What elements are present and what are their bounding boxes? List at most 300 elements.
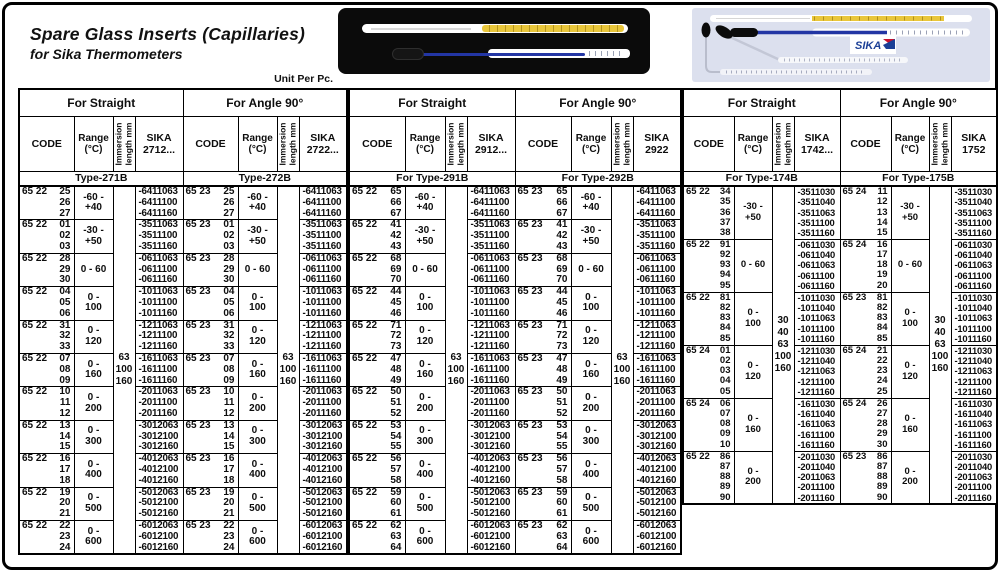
- sika-number-cell: [951, 398, 997, 451]
- sika-column-header: [633, 116, 681, 171]
- code-line: 83: [876, 312, 888, 324]
- sika-number: -1211160: [138, 341, 178, 353]
- sika-number: -4012160: [138, 474, 179, 486]
- code-line: 54: [390, 430, 402, 442]
- code-suffix: 07: [59, 352, 71, 364]
- sika-number: -1011063: [138, 286, 178, 298]
- range-line: 0 -: [251, 392, 264, 404]
- immersion-header-rotated-text: Immersion length mm: [277, 122, 297, 165]
- range-line: 0 - 60: [244, 263, 271, 275]
- sika-number: -1211100: [302, 330, 342, 342]
- immersion-value: 40: [777, 327, 789, 338]
- range-line: -60 -: [414, 191, 436, 203]
- sika-column-header: [467, 116, 515, 171]
- code-line: 58: [390, 474, 402, 486]
- code-line: 54: [556, 430, 568, 442]
- code-line: 55: [390, 441, 402, 453]
- code-suffix: 50: [390, 386, 402, 398]
- immersion-value: 40: [934, 327, 946, 338]
- sika-number-cell: [135, 487, 183, 520]
- sika-number: -3511160: [138, 240, 178, 252]
- range-line: 600: [249, 536, 266, 548]
- sika-number: -4012160: [636, 474, 677, 486]
- code-suffix: 41: [556, 219, 568, 231]
- code-line: 05: [223, 296, 235, 308]
- straight-thermometer-yellow-icon: [710, 15, 972, 22]
- code-cell: [515, 520, 571, 554]
- sika-number: -6411063: [302, 186, 342, 197]
- range-line: 0 -: [87, 458, 100, 470]
- code-line: 95: [719, 279, 731, 291]
- code-suffix: 81: [876, 291, 888, 303]
- code-suffix: 22: [59, 519, 71, 531]
- code-cell: [349, 487, 405, 520]
- range-line: 120: [416, 335, 434, 347]
- range-line: +40: [416, 202, 434, 214]
- code-cell: [683, 398, 734, 451]
- code-suffix: 16: [223, 453, 235, 465]
- immersion-value: 63: [450, 352, 462, 364]
- sika-number: -1611063: [636, 352, 676, 364]
- sika-number-cell: [633, 253, 681, 286]
- range-line: +50: [85, 235, 102, 247]
- text-line: (°C): [84, 143, 103, 155]
- immersion-value: 30: [934, 315, 946, 326]
- sika-number: -1011160: [470, 307, 510, 319]
- sika-number: -6012100: [138, 530, 179, 542]
- code-line: 20: [223, 497, 235, 509]
- code-cell: [19, 320, 74, 353]
- sika-number: -1211063: [302, 319, 342, 331]
- range-line: 500: [85, 502, 102, 514]
- code-prefix: 65 23: [517, 419, 543, 431]
- sika-number: -5012160: [302, 508, 343, 520]
- range-line: 0 -: [585, 492, 597, 504]
- sika-number-cell: [633, 320, 681, 353]
- range-line: 0 -: [251, 525, 264, 537]
- range-line: -60 -: [580, 191, 602, 203]
- sika-number: -2011040: [954, 460, 993, 472]
- sika-number: -5012100: [138, 497, 179, 509]
- sika-number-cell: [633, 220, 681, 253]
- range-cell: [238, 487, 277, 520]
- range-line: +50: [249, 235, 266, 247]
- code-suffix: 16: [876, 238, 888, 250]
- code-cell: [349, 520, 405, 554]
- code-line: 13: [876, 206, 888, 218]
- sika-number: -1011063: [797, 312, 836, 324]
- code-cell: [515, 287, 571, 320]
- code-column-header: CODE: [515, 116, 571, 171]
- immersion-header-rotated-text: Immersion length mm: [929, 122, 949, 165]
- range-line: 0 -: [747, 413, 759, 424]
- range-cell: [571, 520, 611, 554]
- sika-number: -3511040: [797, 196, 836, 208]
- orientation-header: For Angle 90°: [515, 89, 681, 116]
- sika-number: -5012063: [470, 486, 511, 498]
- sika-number: -5012160: [138, 508, 179, 520]
- code-line: 69: [556, 263, 568, 275]
- sika-number: -2011063: [797, 471, 836, 483]
- sika-number-cell: [299, 253, 347, 286]
- code-cell: [19, 287, 74, 320]
- sika-number: -1611030: [954, 397, 993, 409]
- code-cell: [515, 186, 571, 220]
- range-line: 0 -: [87, 291, 100, 303]
- code-line: 09: [59, 374, 71, 386]
- range-cell: [238, 387, 277, 420]
- code-cell: [683, 345, 734, 398]
- sika-number-cell: [135, 387, 183, 420]
- sika-number: -1611100: [302, 363, 342, 375]
- range-line: 300: [85, 435, 102, 447]
- code-prefix: 65 22: [22, 453, 48, 465]
- sika-number: -6411063: [636, 186, 676, 197]
- sika-number: -3511160: [636, 240, 676, 252]
- immersion-header-rotated-text: Immersion length mm: [445, 122, 465, 165]
- code-line: 63: [390, 530, 402, 542]
- sika-number-cell: [633, 387, 681, 420]
- code-line: 49: [556, 374, 568, 386]
- code-line: 30: [59, 274, 71, 286]
- code-line: 88: [719, 471, 731, 483]
- range-line: 0 -: [251, 325, 264, 337]
- sika-number: -1211160: [470, 341, 510, 353]
- code-suffix: 06: [719, 397, 731, 409]
- code-line: 03: [223, 240, 235, 252]
- sika-number-cell: [135, 253, 183, 286]
- code-line: 84: [876, 322, 888, 334]
- range-line: 160: [416, 369, 434, 381]
- sika-number: -2011100: [302, 397, 342, 409]
- sika-number: -1211160: [954, 385, 992, 397]
- range-line: 0 -: [747, 465, 759, 477]
- range-line: 120: [902, 370, 918, 382]
- range-line: 0 -: [251, 358, 264, 370]
- code-prefix: 65 23: [517, 386, 543, 398]
- sika-number: -1011100: [797, 322, 835, 334]
- sika-number: -1011063: [470, 286, 510, 298]
- range-line: 100: [745, 317, 761, 329]
- sika-number: -1211063: [138, 319, 178, 331]
- code-line: 02: [223, 230, 235, 242]
- sika-number: -2011160: [636, 407, 676, 419]
- range-line: 160: [745, 423, 761, 435]
- text-line: Range: [894, 132, 926, 144]
- code-cell: [515, 220, 571, 253]
- range-line: 0 -: [585, 358, 597, 370]
- code-line: 08: [223, 363, 235, 375]
- range-cell: [405, 420, 445, 453]
- code-cell: [183, 454, 238, 487]
- code-line: 11: [59, 397, 71, 409]
- code-line: 66: [390, 196, 402, 208]
- sika-number: -1211100: [470, 330, 510, 342]
- code-cell: [515, 253, 571, 286]
- code-cell: [349, 253, 405, 286]
- code-line: 02: [59, 230, 71, 242]
- range-cell: [571, 253, 611, 286]
- sika-number: -1011160: [138, 307, 178, 319]
- range-line: 600: [416, 536, 434, 548]
- code-suffix: 19: [223, 486, 235, 498]
- sika-number: -1011100: [636, 296, 676, 308]
- sika-logo-text: SIKA: [855, 40, 882, 52]
- sika-number: -1011100: [954, 322, 992, 334]
- code-prefix: 65 22: [686, 450, 710, 462]
- code-cell: [19, 520, 74, 554]
- code-suffix: 86: [719, 450, 731, 462]
- code-line: 20: [59, 497, 71, 509]
- spare-parts-table-1: [18, 88, 348, 555]
- range-cell: [734, 186, 772, 239]
- range-cell: [571, 387, 611, 420]
- text-line: SIKA: [644, 131, 670, 144]
- thermometer-photo-dark: [338, 8, 650, 74]
- sika-number: -3012100: [636, 430, 677, 442]
- sika-number: -6411063: [470, 186, 510, 197]
- range-cell: [734, 451, 772, 504]
- sika-number: -3012160: [470, 441, 511, 453]
- code-line: 61: [556, 508, 568, 520]
- code-line: 51: [390, 397, 402, 409]
- code-suffix: 41: [390, 219, 402, 231]
- range-cell: [405, 287, 445, 320]
- range-line: 0 -: [419, 525, 431, 537]
- range-line: 100: [582, 302, 600, 314]
- sika-number-cell: [299, 420, 347, 453]
- code-cell: [840, 239, 891, 292]
- sika-number-cell: [794, 451, 840, 504]
- code-prefix: 65 23: [185, 486, 211, 498]
- text-line: SIKA: [804, 131, 830, 144]
- range-line: 0 -: [904, 413, 916, 424]
- text-line: (°C): [416, 143, 434, 155]
- code-line: 26: [59, 196, 71, 208]
- sika-number: -6411100: [470, 196, 510, 208]
- code-prefix: 65 22: [352, 219, 378, 231]
- code-line: 60: [556, 497, 568, 509]
- range-line: 0 -: [251, 458, 264, 470]
- code-line: 03: [59, 240, 71, 252]
- sika-number: -0611040: [954, 249, 993, 261]
- range-cell: [734, 345, 772, 398]
- code-suffix: 28: [223, 252, 235, 264]
- immersion-header-rotated-text: Immersion length mm: [772, 122, 792, 165]
- range-line: -30 -: [247, 225, 268, 237]
- sika-number: -0611063: [797, 259, 836, 271]
- sika-number: -0611160: [954, 279, 992, 291]
- sika-number: -1211100: [138, 330, 178, 342]
- sika-number-cell: [299, 520, 347, 554]
- code-line: [350, 421, 405, 432]
- code-prefix: 65 22: [22, 419, 48, 431]
- code-line: 94: [719, 269, 731, 281]
- scale-ticks: [584, 51, 624, 56]
- sika-number: -3511063: [954, 206, 993, 218]
- code-line: 15: [876, 227, 888, 239]
- sika-number: -4012100: [302, 463, 343, 475]
- sika-number: -4012160: [302, 474, 343, 486]
- range-line: 160: [85, 369, 102, 381]
- sika-number: -1011063: [636, 286, 676, 298]
- code-line: 14: [223, 430, 235, 442]
- range-line: -30 -: [414, 225, 436, 237]
- table-row: [349, 186, 681, 220]
- code-line: 22: [876, 354, 888, 366]
- page-title: Spare Glass Inserts (Capillaries): [30, 24, 306, 44]
- sika-number: -3012100: [302, 430, 343, 442]
- sika-number-cell: [794, 345, 840, 398]
- range-line: 0 -: [251, 425, 264, 437]
- text-line: (°C): [901, 143, 919, 155]
- range-line: +40: [85, 202, 102, 214]
- code-line: 64: [390, 541, 402, 553]
- immersion-value: 63: [777, 339, 789, 350]
- code-prefix: 65 23: [517, 352, 543, 364]
- range-line: 0 -: [419, 492, 431, 504]
- type-label: For Type-292B: [515, 171, 681, 186]
- sika-column-header: [794, 116, 840, 171]
- code-prefix: 65 22: [22, 286, 48, 298]
- sika-number: -1611063: [470, 352, 510, 364]
- code-line: 12: [223, 407, 235, 419]
- code-suffix: 59: [556, 486, 568, 498]
- code-line: 09: [223, 374, 235, 386]
- sika-number: -0611160: [138, 274, 178, 286]
- code-prefix: 65 23: [185, 352, 211, 364]
- sika-number: -1611100: [954, 428, 992, 440]
- range-cell: [405, 353, 445, 386]
- range-line: -30 -: [83, 225, 104, 237]
- sika-number: -6012100: [470, 530, 511, 542]
- code-cell: [683, 451, 734, 504]
- code-column-header: CODE: [683, 116, 734, 171]
- range-cell: [238, 353, 277, 386]
- code-column-header: CODE: [183, 116, 238, 171]
- spare-parts-table-3: [682, 88, 998, 505]
- sika-number: -6411160: [636, 207, 676, 219]
- code-line: 24: [876, 375, 888, 387]
- code-line: 08: [59, 363, 71, 375]
- code-line: 67: [390, 207, 402, 219]
- sika-number: -3511063: [636, 219, 676, 231]
- sika-number: -3012063: [138, 419, 179, 431]
- sika-number-cell: [633, 420, 681, 453]
- code-cell: [683, 239, 734, 292]
- sika-number: -1211100: [797, 375, 835, 387]
- code-line: 27: [876, 407, 888, 419]
- code-cell: [19, 220, 74, 253]
- sika-number-cell: [467, 454, 515, 487]
- text-line: Range: [737, 132, 769, 144]
- range-cell: [74, 287, 113, 320]
- code-prefix: 65 23: [517, 286, 543, 298]
- range-line: 200: [582, 402, 600, 414]
- code-line: 15: [223, 441, 235, 453]
- code-cell: [19, 387, 74, 420]
- code-suffix: 44: [556, 286, 568, 298]
- range-line: 0 -: [585, 392, 597, 404]
- code-line: 82: [876, 301, 888, 313]
- code-line: 29: [876, 428, 888, 440]
- sika-number-cell: [135, 220, 183, 253]
- range-line: 160: [902, 423, 918, 435]
- sika-number-cell: [633, 287, 681, 320]
- range-cell: [74, 487, 113, 520]
- code-cell: [515, 387, 571, 420]
- sika-number: -2011160: [954, 491, 992, 503]
- page-subtitle: for Sika Thermometers: [30, 46, 183, 62]
- sika-number: -4012063: [470, 453, 511, 465]
- code-line: 06: [223, 307, 235, 319]
- code-cell: [183, 420, 238, 453]
- sika-number-cell: [794, 398, 840, 451]
- range-line: 500: [416, 502, 434, 514]
- sika-number-cell: [135, 420, 183, 453]
- sika-number: -3511030: [954, 186, 993, 197]
- sika-number: -3511040: [954, 196, 993, 208]
- code-line: 73: [390, 341, 402, 353]
- code-prefix: 65 24: [686, 344, 710, 356]
- range-line: 300: [582, 435, 600, 447]
- sika-number: -3511063: [470, 219, 510, 231]
- code-line: 23: [223, 530, 235, 542]
- code-cell: [183, 320, 238, 353]
- sika-number-cell: [467, 520, 515, 554]
- code-prefix: 65 23: [517, 219, 543, 231]
- code-line: 67: [556, 207, 568, 219]
- code-line: 51: [556, 397, 568, 409]
- immersion-column-header: [277, 116, 299, 171]
- sika-number: -4012100: [138, 463, 179, 475]
- type-label: Type-272B: [183, 171, 347, 186]
- range-line: 200: [249, 402, 266, 414]
- code-prefix: 65 22: [22, 386, 48, 398]
- code-line: 10: [719, 438, 731, 450]
- range-line: 0 -: [585, 525, 597, 537]
- sika-number: -3012063: [302, 419, 343, 431]
- code-prefix: 65 22: [22, 352, 48, 364]
- range-cell: [74, 387, 113, 420]
- text-line: (°C): [744, 143, 762, 155]
- code-line: 07: [719, 407, 731, 419]
- range-line: +50: [416, 235, 434, 247]
- code-line: 23: [59, 530, 71, 542]
- range-cell: [571, 454, 611, 487]
- title-block: [30, 24, 305, 62]
- code-line: 09: [719, 428, 731, 440]
- sika-number: -2011040: [797, 460, 836, 472]
- code-suffix: 13: [223, 419, 235, 431]
- sika-number-cell: [135, 454, 183, 487]
- sika-number-cell: [467, 287, 515, 320]
- range-line: -60 -: [83, 191, 104, 203]
- sika-number: -0611100: [138, 263, 178, 275]
- sika-number: -3511160: [302, 240, 342, 252]
- range-column-header: [571, 116, 611, 171]
- immersion-value: 100: [447, 364, 465, 376]
- code-line: 82: [719, 301, 731, 313]
- range-line: 120: [745, 370, 761, 382]
- immersion-column-header: [929, 116, 951, 171]
- range-line: 120: [85, 335, 102, 347]
- immersion-header-rotated-text: Immersion length mm: [611, 122, 631, 165]
- immersion-column-header: [113, 116, 135, 171]
- code-suffix: 71: [390, 319, 402, 331]
- orientation-header: For Straight: [683, 89, 840, 116]
- sika-number: -2011160: [470, 407, 510, 419]
